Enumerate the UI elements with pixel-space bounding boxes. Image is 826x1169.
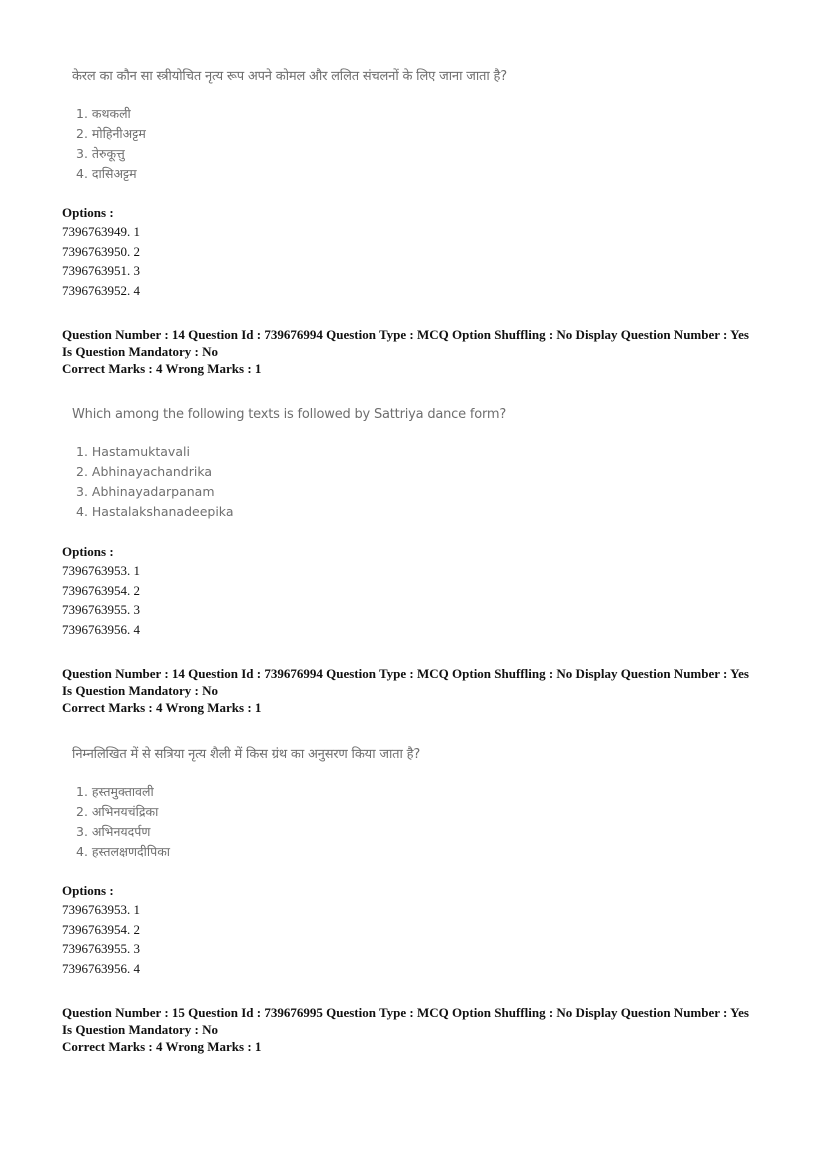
option-id-row: 7396763956. 4 (62, 960, 140, 976)
question-meta (62, 665, 772, 716)
question-meta-line: Question Number : 14 Question Id : 739676994 Question Type : MCQ Option Shuffling : No Display Question Number : Yes (62, 327, 749, 342)
choice-item: 3. Abhinayadarpanam (76, 484, 215, 499)
option-id-row: 7396763954. 2 (62, 582, 140, 598)
question-mandatory-line: Is Question Mandatory : No (62, 344, 219, 359)
option-id-row: 7396763949. 1 (62, 224, 140, 239)
options-block (62, 203, 140, 300)
option-id-row: 7396763951. 3 (62, 263, 140, 278)
choice-list (72, 104, 592, 184)
options-label: Options : (62, 205, 114, 220)
question-meta-line: Question Number : 15 Question Id : 739676995 Question Type : MCQ Option Shuffling : No Display Question Number : Yes (62, 1005, 749, 1020)
option-id-row: 7396763952. 4 (62, 282, 140, 298)
choice-list (72, 442, 592, 522)
choice-item: 2. मोहिनीअट्टम (76, 126, 146, 141)
choice-item: 4. Hastalakshanadeepika (76, 504, 234, 519)
option-id-row: 7396763953. 1 (62, 902, 140, 917)
choice-item: 2. अभिनयचंद्रिका (76, 804, 159, 819)
question-text: निम्नलिखित में से सत्रिया नृत्य शैली में किस ग्रंथ का अनुसरण किया जाता है? (72, 747, 421, 762)
choice-item: 1. Hastamuktavali (76, 444, 190, 459)
choice-item: 1. हस्तमुक्तावली (76, 784, 154, 799)
option-id-row: 7396763950. 2 (62, 243, 140, 259)
option-id-row: 7396763954. 2 (62, 921, 140, 937)
marks-line: Correct Marks : 4 Wrong Marks : 1 (62, 700, 262, 715)
choice-item: 3. अभिनयदर्पण (76, 824, 151, 839)
question-text: Which among the following texts is followed by Sattriya dance form? (72, 407, 507, 422)
choice-item: 2. Abhinayachandrika (76, 464, 213, 479)
choice-item: 1. कथकली (76, 106, 131, 121)
options-label: Options : (62, 544, 114, 559)
choice-item: 4. दासिअट्टम (76, 166, 137, 181)
question-meta (62, 326, 772, 377)
question-text: केरल का कौन सा स्त्रीयोचित नृत्य रूप अपने कोमल और ललित संचलनों के लिए जाना जाता है? (72, 69, 507, 84)
marks-line: Correct Marks : 4 Wrong Marks : 1 (62, 1039, 262, 1054)
option-id-row: 7396763955. 3 (62, 602, 140, 617)
options-block (62, 542, 140, 639)
question-mandatory-line: Is Question Mandatory : No (62, 683, 219, 698)
question-meta (62, 1004, 772, 1055)
question-meta-line: Question Number : 14 Question Id : 739676994 Question Type : MCQ Option Shuffling : No Display Question Number : Yes (62, 666, 749, 681)
marks-line: Correct Marks : 4 Wrong Marks : 1 (62, 361, 262, 376)
choice-item: 4. हस्तलक्षणदीपिका (76, 844, 171, 859)
question-image-sattriya-hindi (72, 744, 592, 862)
choice-list (72, 782, 592, 862)
option-id-row: 7396763953. 1 (62, 563, 140, 578)
option-id-row: 7396763956. 4 (62, 621, 140, 637)
question-image-sattriya-english (72, 407, 592, 522)
options-label: Options : (62, 883, 114, 898)
options-block (62, 881, 140, 978)
question-mandatory-line: Is Question Mandatory : No (62, 1022, 219, 1037)
option-id-row: 7396763955. 3 (62, 941, 140, 956)
choice-item: 3. तेरुकूत्तु (76, 146, 125, 161)
question-image-kerala-dance-hindi (72, 66, 592, 184)
